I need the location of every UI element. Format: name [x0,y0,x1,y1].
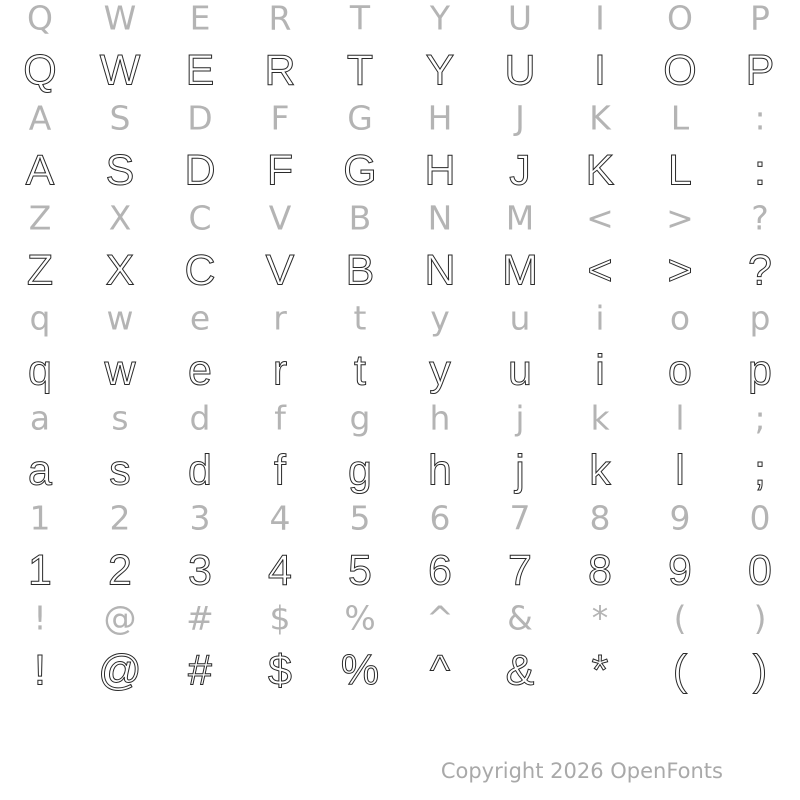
glyph-cell: ) [753,598,767,638]
glyph-cell: 6 [429,498,451,538]
copyright-text: Copyright 2026 OpenFonts [440,759,723,783]
glyph-cell: @ [98,646,142,695]
glyph-cell: 3 [189,498,211,538]
glyph-cell: 4 [268,546,292,595]
glyph-cell: O [667,0,693,38]
glyph-cell: h [428,446,452,495]
glyph-cell: & [507,598,533,638]
glyph-cell: I [595,0,605,38]
glyph-cell: ^ [429,646,451,695]
glyph-cell: H [427,98,453,138]
glyph-cell: U [504,46,536,95]
glyph-cell: 1 [29,498,51,538]
glyph-cell: K [585,146,615,195]
glyph-cell: 7 [509,498,531,538]
glyph-cell: g [349,398,371,438]
glyph-cell: L [670,98,690,138]
glyph-cell: q [29,298,51,338]
glyph-cell: G [343,146,377,195]
glyph-cell: < [586,198,614,238]
glyph-cell: o [668,346,692,395]
glyph-cell: N [424,246,456,295]
glyph-cell: w [104,346,136,395]
glyph-cell: e [188,346,212,395]
glyph-cell: ? [751,198,769,238]
glyph-cell: k [590,398,610,438]
glyph-cell: Y [429,0,451,38]
glyph-cell: w [106,298,134,338]
glyph-row-specimen-5 [0,446,800,495]
glyph-cell: 8 [588,546,612,595]
glyph-cell: i [595,298,605,338]
glyph-cell: % [340,646,380,695]
glyph-row-reference-6 [0,498,800,538]
glyph-row-reference-3 [0,198,800,238]
glyph-cell: W [103,0,137,38]
glyph-cell: A [28,98,52,138]
glyph-cell: < [587,246,613,295]
glyph-row-specimen-2 [0,146,800,195]
glyph-cell: > [666,198,694,238]
glyph-row-reference-2 [0,98,800,138]
glyph-cell: ( [673,598,687,638]
glyph-cell: 9 [669,498,691,538]
glyph-cell: # [186,598,214,638]
glyph-cell: t [354,346,366,395]
glyph-cell: Z [28,198,52,238]
glyph-cell: U [507,0,533,38]
glyph-cell: 2 [108,546,132,595]
glyph-cell: O [663,46,697,95]
glyph-cell: 0 [749,498,771,538]
glyph-cell: T [349,0,371,38]
glyph-cell: 6 [428,546,452,595]
glyph-cell: l [675,446,685,495]
glyph-cell: H [424,146,456,195]
glyph-cell: ( [672,646,688,695]
glyph-row-specimen-1 [0,46,800,95]
glyph-cell: X [105,246,135,295]
glyph-cell: D [184,146,216,195]
glyph-cell: # [188,646,212,695]
glyph-cell: I [594,46,606,95]
glyph-cell: Q [23,46,57,95]
glyph-cell: Q [27,0,53,38]
glyph-row-specimen-3 [0,246,800,295]
glyph-cell: M [505,198,535,238]
glyph-cell: J [509,146,531,195]
glyph-row-reference-1 [0,0,800,38]
glyph-cell: s [109,446,131,495]
glyph-cell: $ [268,646,292,695]
glyph-row-reference-5 [0,398,800,438]
glyph-cell: D [187,98,213,138]
glyph-cell: > [667,246,693,295]
glyph-cell: W [99,46,141,95]
glyph-cell: d [189,398,211,438]
glyph-cell: r [273,298,287,338]
glyph-cell: G [347,98,373,138]
glyph-cell: * [591,646,609,695]
glyph-cell: @ [103,598,137,638]
glyph-cell: j [515,398,525,438]
glyph-cell: q [28,346,52,395]
glyph-cell: $ [269,598,291,638]
glyph-cell: k [589,446,611,495]
glyph-cell: : [754,146,766,195]
glyph-cell: d [188,446,212,495]
glyph-cell: 3 [188,546,212,595]
glyph-cell: P [750,0,770,38]
glyph-cell: 8 [589,498,611,538]
glyph-cell: h [429,398,451,438]
glyph-row-specimen-7 [0,646,800,695]
glyph-cell: j [515,446,525,495]
glyph-cell: y [429,346,451,395]
glyph-cell: % [344,598,376,638]
glyph-cell: N [427,198,453,238]
glyph-cell: ; [754,398,766,438]
glyph-cell: a [28,446,52,495]
glyph-cell: 7 [508,546,532,595]
glyph-cell: * [591,598,609,638]
glyph-cell: K [589,98,611,138]
glyph-cell: ) [752,646,768,695]
glyph-cell: C [188,198,212,238]
glyph-cell: e [189,298,211,338]
glyph-cell: Y [425,46,455,95]
glyph-cell: 4 [269,498,291,538]
glyph-cell: : [754,98,766,138]
glyph-cell: X [108,198,132,238]
glyph-cell: P [745,46,775,95]
glyph-cell: R [268,0,292,38]
glyph-cell: o [669,298,691,338]
glyph-cell: S [105,146,135,195]
glyph-cell: & [505,646,535,695]
glyph-cell: ; [754,446,766,495]
glyph-cell: 5 [348,546,372,595]
glyph-cell: u [509,298,531,338]
glyph-cell: ? [748,246,772,295]
glyph-cell: ! [33,598,47,638]
glyph-cell: E [189,0,211,38]
glyph-cell: Z [26,246,54,295]
glyph-cell: L [668,146,692,195]
glyph-cell: u [508,346,532,395]
glyph-cell: M [502,246,538,295]
glyph-cell: p [749,298,771,338]
glyph-cell: J [515,98,525,138]
glyph-cell: g [348,446,372,495]
glyph-cell: f [274,398,286,438]
glyph-cell: i [595,346,605,395]
glyph-cell: f [274,446,286,495]
glyph-cell: 1 [28,546,52,595]
glyph-cell: a [29,398,51,438]
glyph-cell: A [25,146,55,195]
glyph-cell: V [268,198,292,238]
glyph-row-reference-4 [0,298,800,338]
glyph-cell: 5 [349,498,371,538]
glyph-cell: 2 [109,498,131,538]
glyph-cell: p [748,346,772,395]
glyph-cell: R [264,46,296,95]
glyph-cell: B [348,198,372,238]
glyph-cell: y [430,298,450,338]
glyph-cell: C [184,246,216,295]
glyph-cell: T [346,46,374,95]
glyph-cell: ! [34,646,46,695]
glyph-row-reference-7 [0,598,800,638]
glyph-cell: r [272,346,288,395]
glyph-cell: V [265,246,295,295]
glyph-cell: S [109,98,131,138]
glyph-cell: F [270,98,290,138]
glyph-cell: s [111,398,129,438]
glyph-cell: l [675,398,685,438]
glyph-row-specimen-6 [0,546,800,595]
glyph-cell: F [266,146,294,195]
glyph-cell: 9 [668,546,692,595]
glyph-cell: E [185,46,215,95]
glyph-cell: B [345,246,375,295]
glyph-cell: t [353,298,367,338]
glyph-row-specimen-4 [0,346,800,395]
glyph-cell: 0 [748,546,772,595]
glyph-cell: ^ [426,598,454,638]
